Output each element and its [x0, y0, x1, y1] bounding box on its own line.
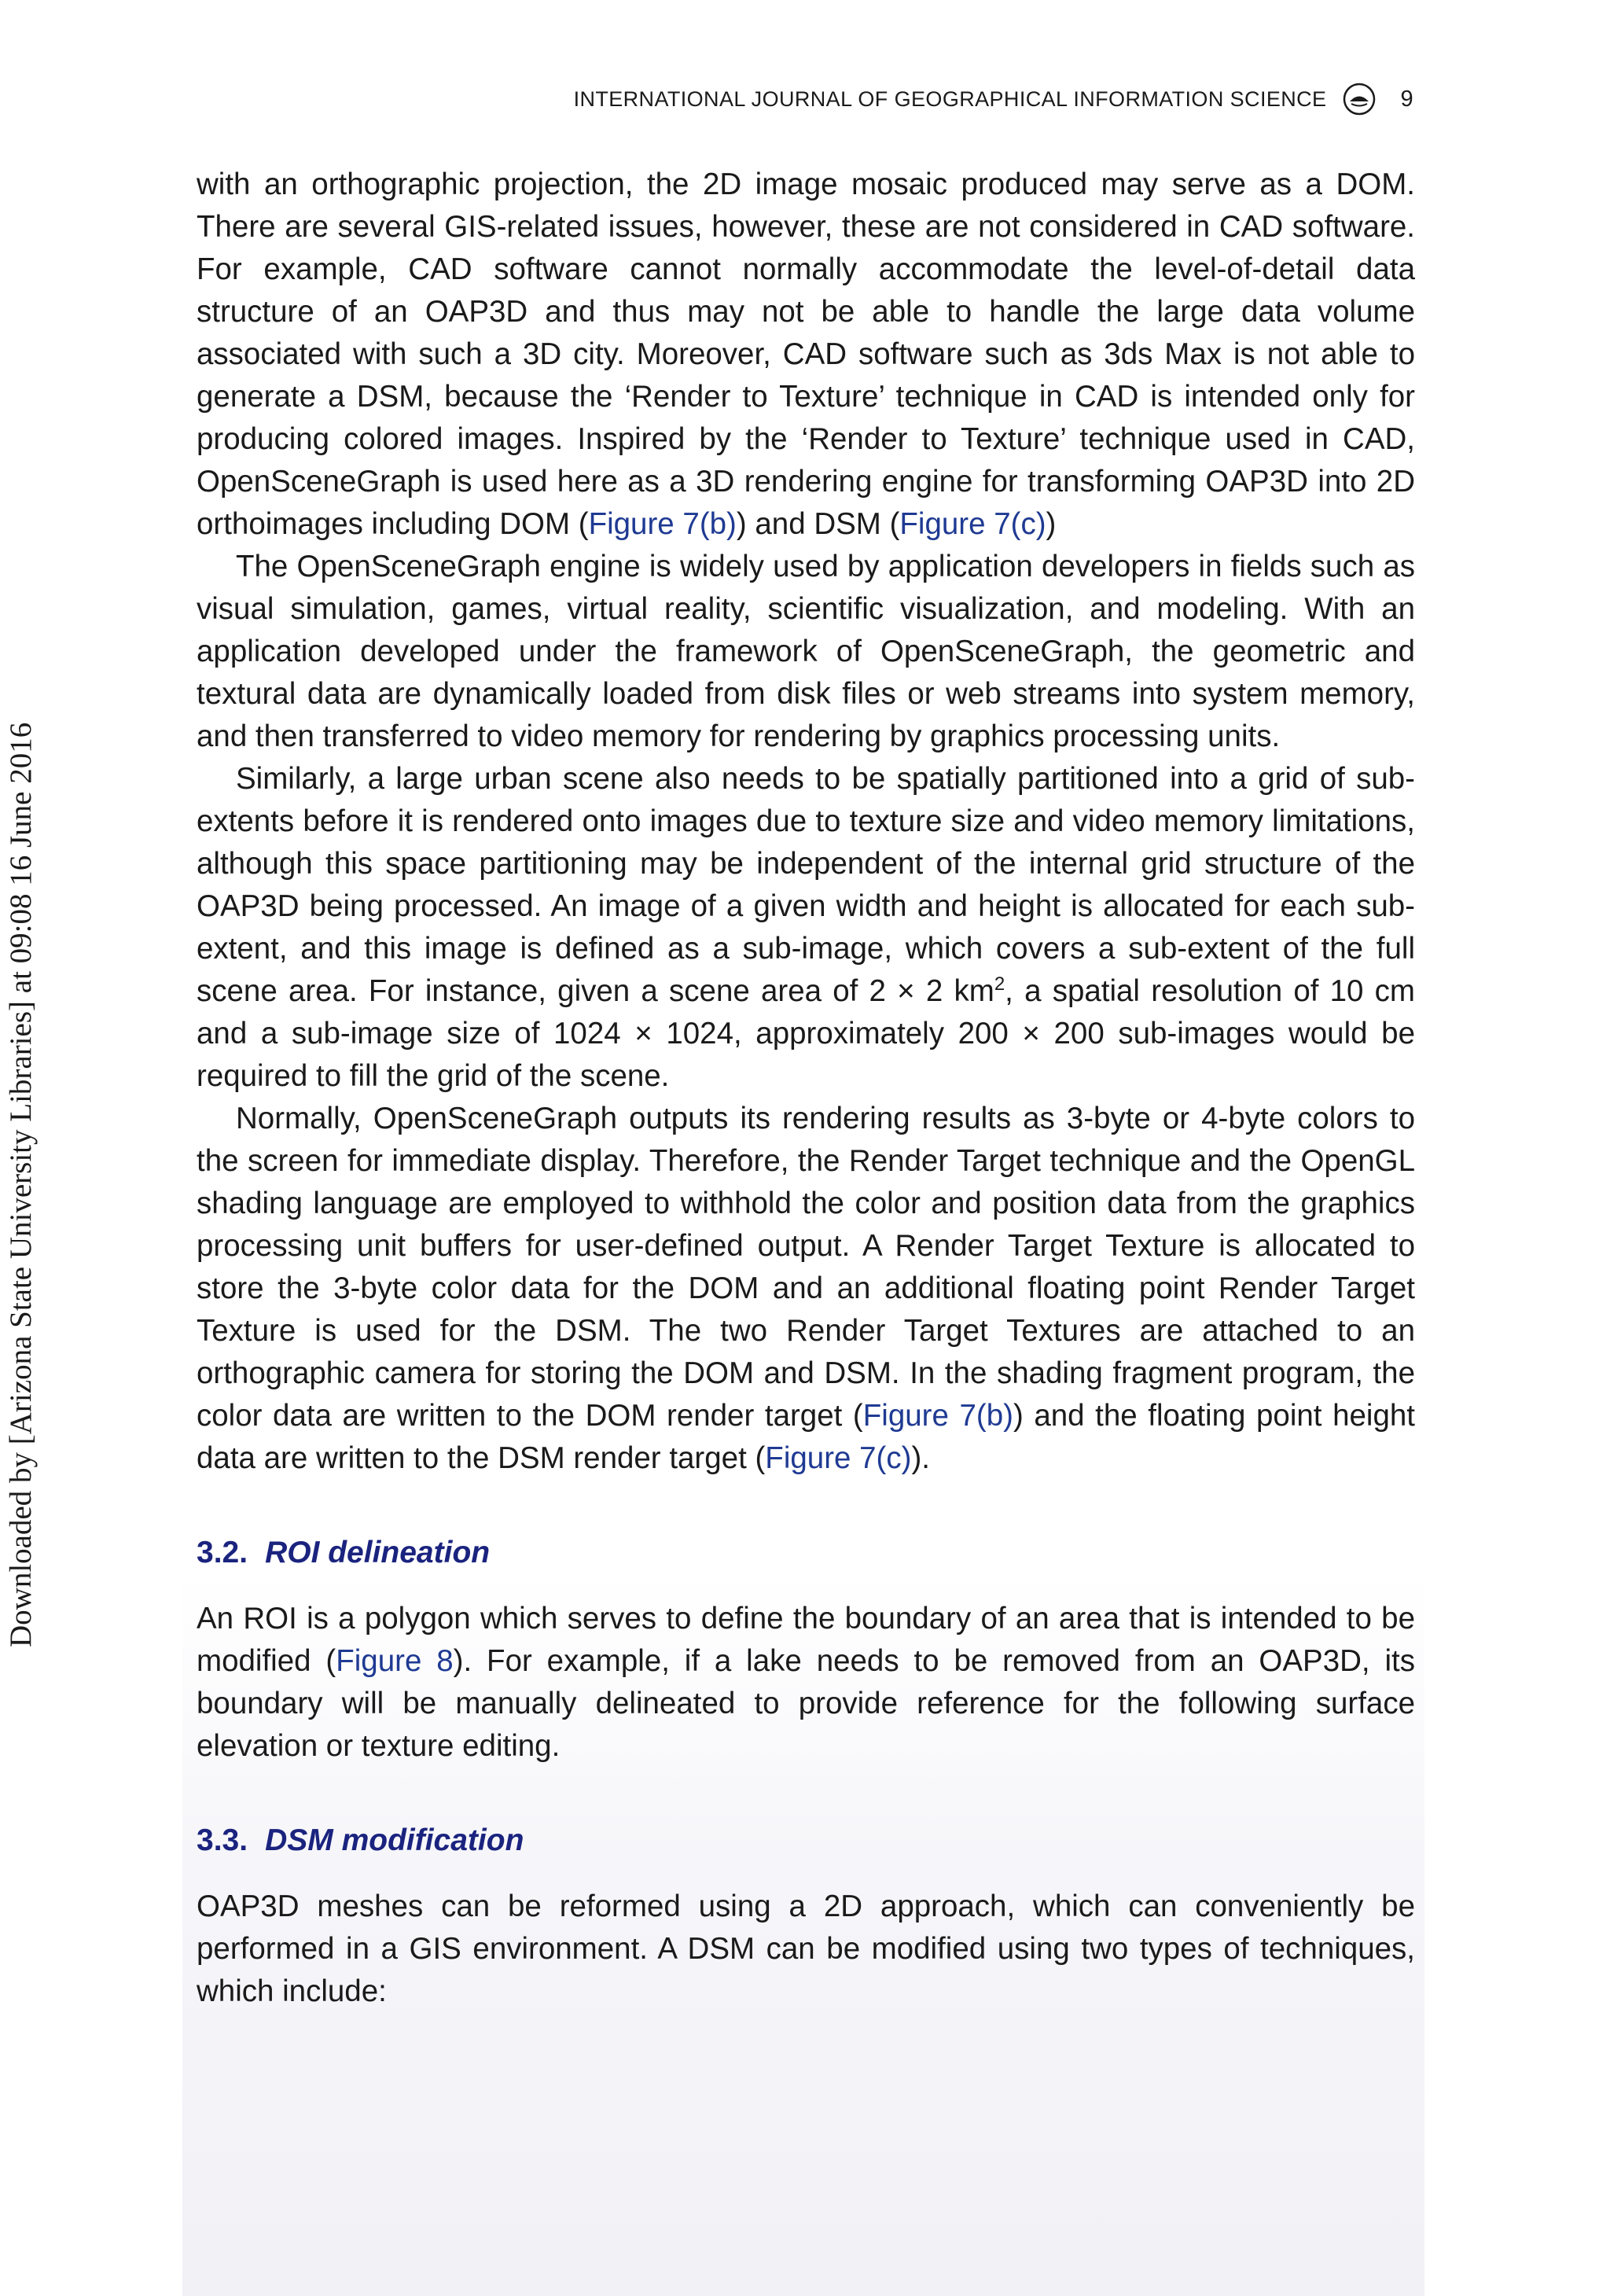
paragraph: The OpenSceneGraph engine is widely used by application developers in fields such as visual simulation, games, virtual reality, scientific visualization, and modeling. With an application developed under the framework of OpenSceneGraph, the geometric and textural data are dynamically loaded from disk files or web streams into system memory, and then transferred to video memory for rendering by graphics processing units. [197, 550, 1415, 753]
download-watermark: Downloaded by [Arizona State University Libraries] at 09:08 16 June 2016 [4, 722, 38, 1647]
paragraph-text: Similarly, a large urban scene also needs to be spatially partitioned into a grid of sub-extents before it is rendered onto images due to texture size and video memory limitations, although this space partitioning may be independent of the internal grid structure of the OAP3D being processed. An image of a given width and height is allocated for each sub-extent, and this image is defined as a sub-image, which covers a sub-extent of the full scene area. For instance, given a scene area of 2 × 2 km [197, 762, 1415, 1008]
paragraph [197, 1098, 1415, 1480]
article-body [197, 164, 1415, 2013]
section-heading-roi-delineation [197, 1533, 1415, 1573]
section-heading-dsm-modification [197, 1821, 1415, 1860]
figure-7c-link[interactable]: Figure 7(c) [765, 1441, 912, 1475]
paragraph-text: ) and DSM ( [736, 507, 900, 541]
paragraph-text: ) and the floating point height data are written to the DSM render target ( [197, 1399, 1415, 1475]
paragraph-text: with an orthographic projection, the 2D image mosaic produced may serve as a DOM. There are several GIS-related issues, however, these are not considered in CAD software. For example, CAD software cannot normally accommodate the level-of-detail data structure of an OAP3D and thus may not be able to handle the large data volume associated with such a 3D city. Moreover, CAD software such as 3ds Max is not able to generate a DSM, because the ‘Render to Texture’ technique in CAD is intended only for producing colored images. Inspired by the ‘Render to Texture’ technique used in CAD, OpenSceneGraph is used here as a 3D rendering engine for transforming OAP3D into 2D orthoimages including DOM ( [197, 167, 1415, 541]
paragraph [197, 1598, 1415, 1768]
section-title: ROI delineation [265, 1536, 491, 1569]
paragraph-text: , a spatial resolution of 10 cm and a sub-image size of 1024 × 1024, approximately 200 × 200 sub-images would be required to fill the grid of the scene. [197, 974, 1416, 1093]
journal-title: INTERNATIONAL JOURNAL OF GEOGRAPHICAL INFORMATION SCIENCE [573, 86, 1327, 111]
figure-7b-link[interactable]: Figure 7(b) [862, 1399, 1013, 1433]
superscript: 2 [994, 973, 1005, 995]
figure-8-link[interactable]: Figure 8 [336, 1644, 454, 1678]
paragraph-text: ) [1046, 507, 1057, 541]
paragraph-text: Normally, OpenSceneGraph outputs its rendering results as 3-byte or 4-byte colors to the screen for immediate display. Therefore, the Render Target technique and the OpenGL shading language are employed to withhold the color and position data from the graphics processing unit buffers for user-defined output. A Render Target Texture is allocated to store the 3-byte color data for the DOM and an additional floating point Render Target Texture is used for the DSM. The two Render Target Textures are attached to an orthographic camera for storing the DOM and DSM. In the shading fragment program, the color data are written to the DOM render target ( [197, 1102, 1415, 1433]
paragraph [197, 758, 1415, 1098]
paragraph-text: An ROI is a polygon which serves to define the boundary of an area that is intended to be modified ( [197, 1602, 1415, 1678]
paragraph-text: ). [911, 1441, 930, 1475]
paragraph-text: ). For example, if a lake needs to be removed from an OAP3D, its boundary will be manually delineated to provide reference for the following surface elevation or texture editing. [197, 1644, 1415, 1763]
running-head [574, 82, 1413, 116]
figure-7c-link[interactable]: Figure 7(c) [899, 507, 1046, 541]
section-title: DSM modification [265, 1823, 524, 1857]
paragraph [197, 164, 1415, 546]
figure-7b-link[interactable]: Figure 7(b) [588, 507, 737, 541]
journal-logo-icon [1342, 82, 1377, 116]
section-number: 3.3. [197, 1823, 248, 1857]
page-number: 9 [1400, 86, 1413, 112]
section-number: 3.2. [197, 1536, 248, 1569]
paragraph: OAP3D meshes can be reformed using a 2D approach, which can conveniently be performed in a GIS environment. A DSM can be modified using two types of techniques, which include: [197, 1889, 1415, 2008]
